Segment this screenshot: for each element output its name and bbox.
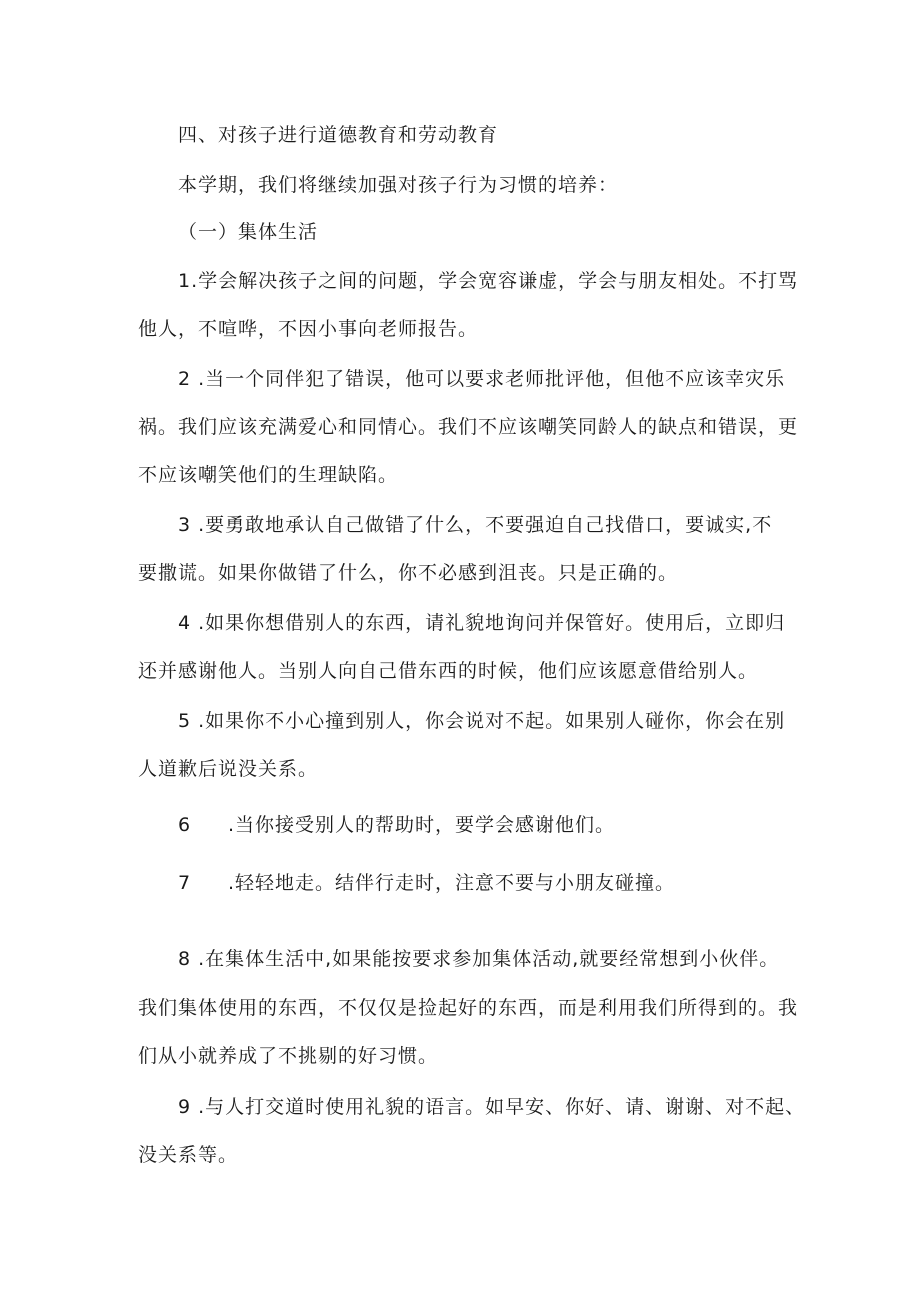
list-item-2-line-3: 不应该嘲笑他们的生理缺陷。 <box>138 464 399 486</box>
list-item-5-line-2: 人道歉后说没关系。 <box>138 758 319 780</box>
list-item-5-line-1: 5 .如果你不小心撞到别人，你会说对不起。如果别人碰你，你会在别 <box>178 710 786 732</box>
list-item-9-line-2: 没关系等。 <box>138 1144 239 1166</box>
list-item-9-line-1: 9 .与人打交道时使用礼貌的语言。如早安、你好、请、谢谢、对不起、 <box>178 1096 806 1118</box>
list-item-8-line-2: 我们集体使用的东西，不仅仅是捡起好的东西，而是利用我们所得到的。我 <box>138 997 799 1019</box>
list-item-1-line-1: 1.学会解决孩子之间的问题，学会宽容谦虚，学会与朋友相处。不打骂 <box>178 270 799 292</box>
list-item-2-line-2: 祸。我们应该充满爱心和同情心。我们不应该嘲笑同龄人的缺点和错误，更 <box>138 416 799 438</box>
list-item-1-line-2: 他人，不喧哗，不因小事向老师报告。 <box>138 318 479 340</box>
list-item-8-line-3: 们从小就养成了不挑剔的好习惯。 <box>138 1045 439 1067</box>
list-item-8-line-1: 8 .在集体生活中,如果能按要求参加集体活动,就要经常想到小伙伴。 <box>178 948 780 970</box>
section-heading: 四、对孩子进行道德教育和劳动教育 <box>178 124 499 146</box>
list-item-7: 7 .轻轻地走。结伴行走时，注意不要与小朋友碰撞。 <box>178 872 676 894</box>
list-item-4-line-1: 4 .如果你想借别人的东西，请礼貌地询问并保管好。使用后，立即归 <box>178 612 786 634</box>
list-item-3-line-1: 3 .要勇敢地承认自己做错了什么，不要强迫自己找借口，要诚实,不 <box>178 514 773 536</box>
list-item-2-line-1: 2 .当一个同伴犯了错误，他可以要求老师批评他，但他不应该幸灾乐 <box>178 368 786 390</box>
list-item-6: 6 .当你接受别人的帮助时，要学会感谢他们。 <box>178 814 616 836</box>
intro-paragraph: 本学期，我们将继续加强对孩子行为习惯的培养： <box>178 174 619 196</box>
list-item-3-line-2: 要撒谎。如果你做错了什么，你不必感到沮丧。只是正确的。 <box>138 562 679 584</box>
list-item-4-line-2: 还并感谢他人。当别人向自己借东西的时候，他们应该愿意借给别人。 <box>138 660 759 682</box>
subsection-title: （一）集体生活 <box>178 221 319 243</box>
